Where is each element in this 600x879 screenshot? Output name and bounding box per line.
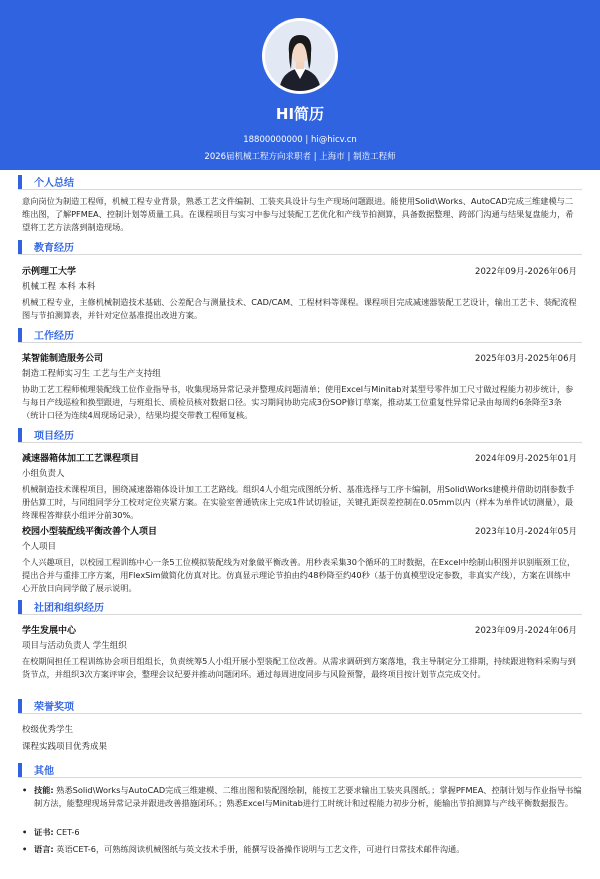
language-content: 英语CET-6，可熟练阅读机械图纸与英文技术手册，能撰写设备操作说明与工艺文件，可进行日常技术邮件沟通。 bbox=[56, 844, 465, 854]
contact-line: 18800000000 | hi@hicv.cn bbox=[243, 135, 357, 145]
project-description: 机械制造技术课程项目，围绕减速器箱体设计加工工艺路线。组织4人小组完成图纸分析、基准选择与工序卡编制，用Solid\Works建模并借助切削参数手册估算工时，与同组同学分工校对定位夹紧方案。在实验室普通铣床上完成1件试切验证，关键孔距误差控制在0.05mm以内（样本为单件试切测量），最终课程答辩获小组评分前30%。 bbox=[22, 484, 575, 520]
section-divider bbox=[18, 342, 582, 343]
section-divider bbox=[18, 713, 582, 714]
skills-text bbox=[34, 784, 582, 810]
bullet-dot: • bbox=[22, 827, 28, 837]
project-role: 小组负责人 bbox=[22, 469, 65, 479]
project-role: 个人项目 bbox=[22, 542, 57, 552]
avatar bbox=[265, 21, 335, 91]
organization-name: 学生发展中心 bbox=[22, 626, 77, 636]
section-divider bbox=[18, 614, 582, 615]
section-marker bbox=[18, 328, 22, 342]
honor-item: 校级优秀学生 bbox=[22, 725, 74, 735]
section-title-other: 其他 bbox=[34, 766, 54, 777]
company-name: 某智能制造服务公司 bbox=[22, 354, 104, 364]
education-row bbox=[22, 264, 577, 277]
work-date: 2025年03月-2025年06月 bbox=[475, 354, 577, 364]
project-description: 个人兴趣项目，以校园工程训练中心一条5工位模拟装配线为对象做平衡改善。用秒表采集30个循环的工时数据，在Excel中绘制山积图并识别瓶颈工位，提出合并与重排工序方案，用FlexSim做简化仿真对比。仿真显示理论节拍由约48秒降至约40秒（基于仿真模型设定参数，非真实产线），方案在训练中心开放日向同学做了展示说明。 bbox=[22, 557, 576, 593]
certificate-text bbox=[34, 826, 80, 839]
education-date: 2022年09月-2026年06月 bbox=[475, 267, 577, 277]
resume-name: HI简历 bbox=[275, 105, 325, 123]
bullet-dot: • bbox=[22, 844, 28, 854]
section-divider bbox=[18, 442, 582, 443]
section-header-other bbox=[18, 761, 582, 778]
project-row-2 bbox=[22, 524, 577, 537]
section-header-work bbox=[18, 326, 582, 343]
language-label: 语言: bbox=[34, 844, 54, 854]
skills-item bbox=[22, 784, 582, 810]
activity-row bbox=[22, 623, 577, 636]
section-marker bbox=[18, 763, 22, 777]
activity-description: 在校期间担任工程训练协会项目组组长，负责统筹5人小组开展小型装配工位改善。从需求调研到方案落地，我主导制定分工排期，持续跟进物料采购与到货节点，并组织3次方案评审会，整理会议纪要并推动问题闭环。通过每周进度同步与风险预警，最终项目按计划节点完成交付。 bbox=[22, 656, 576, 679]
certificate-label: 证书: bbox=[34, 827, 54, 837]
summary-text: 意向岗位为制造工程师，机械工程专业背景，熟悉工艺文件编制、工装夹具设计与生产现场问题跟进。能使用Solid\Works、AutoCAD完成三维建模与二维出图，了解PFMEA、控制计划等质量工具。在课程项目与实习中参与过装配工艺优化和产线节拍测算，具备数据整理、跨部门沟通与结果复盘能力，希望将工艺方法落到制造现场。 bbox=[22, 196, 574, 232]
section-marker bbox=[18, 240, 22, 254]
section-marker bbox=[18, 175, 22, 189]
language-item bbox=[22, 843, 582, 856]
language-text bbox=[34, 843, 464, 856]
section-marker bbox=[18, 428, 22, 442]
section-header-honors bbox=[18, 697, 582, 714]
section-title-education: 教育经历 bbox=[34, 243, 74, 254]
activity-date: 2023年09月-2024年06月 bbox=[475, 626, 577, 636]
section-divider bbox=[18, 254, 582, 255]
work-row bbox=[22, 351, 577, 364]
section-marker bbox=[18, 699, 22, 713]
section-divider bbox=[18, 777, 582, 778]
work-description: 协助工艺工程师梳理装配线工位作业指导书，收集现场异常记录并整理成问题清单；使用Excel与Minitab对某型号零件加工尺寸做过程能力初步统计，参与每日产线巡检和换型跟进，与班组长、质检员核对数据口径。实习期间协助完成3份SOP修订草案，推动某工位重复性异常记录由每周约6条降至3条（统计口径为连续4周现场记录），结果均提交带教工程师复核。 bbox=[22, 384, 574, 420]
section-title-projects: 项目经历 bbox=[34, 431, 74, 442]
honor-item: 课程实践项目优秀成果 bbox=[22, 742, 108, 752]
section-title-summary: 个人总结 bbox=[34, 178, 74, 189]
project-date: 2023年10月-2024年05月 bbox=[475, 527, 577, 537]
school-name: 示例理工大学 bbox=[22, 267, 77, 277]
job-intent-line: 2026届机械工程方向求职者 | 上海市 | 制造工程师 bbox=[204, 152, 396, 162]
section-header-activities bbox=[18, 598, 582, 615]
section-title-honors: 荣誉奖项 bbox=[34, 702, 74, 713]
bullet-dot: • bbox=[22, 785, 28, 795]
education-description: 机械工程专业，主修机械制造技术基础、公差配合与测量技术、CAD/CAM、工程材料等课程。课程项目完成减速器装配工艺设计，输出工艺卡、装配流程图与节拍测算表，并针对定位基准提出改进方案。 bbox=[22, 297, 577, 320]
section-header-education bbox=[18, 238, 582, 255]
skills-label: 技能: bbox=[34, 785, 54, 795]
project-name: 减速器箱体加工工艺课程项目 bbox=[22, 454, 140, 464]
section-divider bbox=[18, 189, 582, 190]
avatar-frame bbox=[262, 18, 338, 94]
project-row-1 bbox=[22, 451, 577, 464]
section-header-summary bbox=[18, 173, 582, 190]
education-subtitle: 机械工程 本科 本科 bbox=[22, 282, 96, 292]
skills-content: 熟悉Solid\Works与AutoCAD完成三维建模、二维出图和装配图绘制，能按工艺要求输出工装夹具图纸。；掌握PFMEA、控制计划与作业指导书编制方法，能整理现场异常记录并跟进改善措施闭环。；熟悉Excel与Minitab进行工时统计和过程能力初步分析，能输出节拍测算与产线平衡数据报告。 bbox=[34, 785, 582, 808]
certificate-item bbox=[22, 826, 582, 839]
section-title-work: 工作经历 bbox=[34, 331, 74, 342]
section-marker bbox=[18, 600, 22, 614]
certificate-content: CET-6 bbox=[56, 827, 80, 837]
project-date: 2024年09月-2025年01月 bbox=[475, 454, 577, 464]
section-header-projects bbox=[18, 426, 582, 443]
section-title-activities: 社团和组织经历 bbox=[34, 603, 104, 614]
activity-role: 项目与活动负责人 学生组织 bbox=[22, 641, 127, 651]
work-subtitle: 制造工程师实习生 工艺与生产支持组 bbox=[22, 369, 161, 379]
project-name: 校园小型装配线平衡改善个人项目 bbox=[22, 527, 158, 537]
